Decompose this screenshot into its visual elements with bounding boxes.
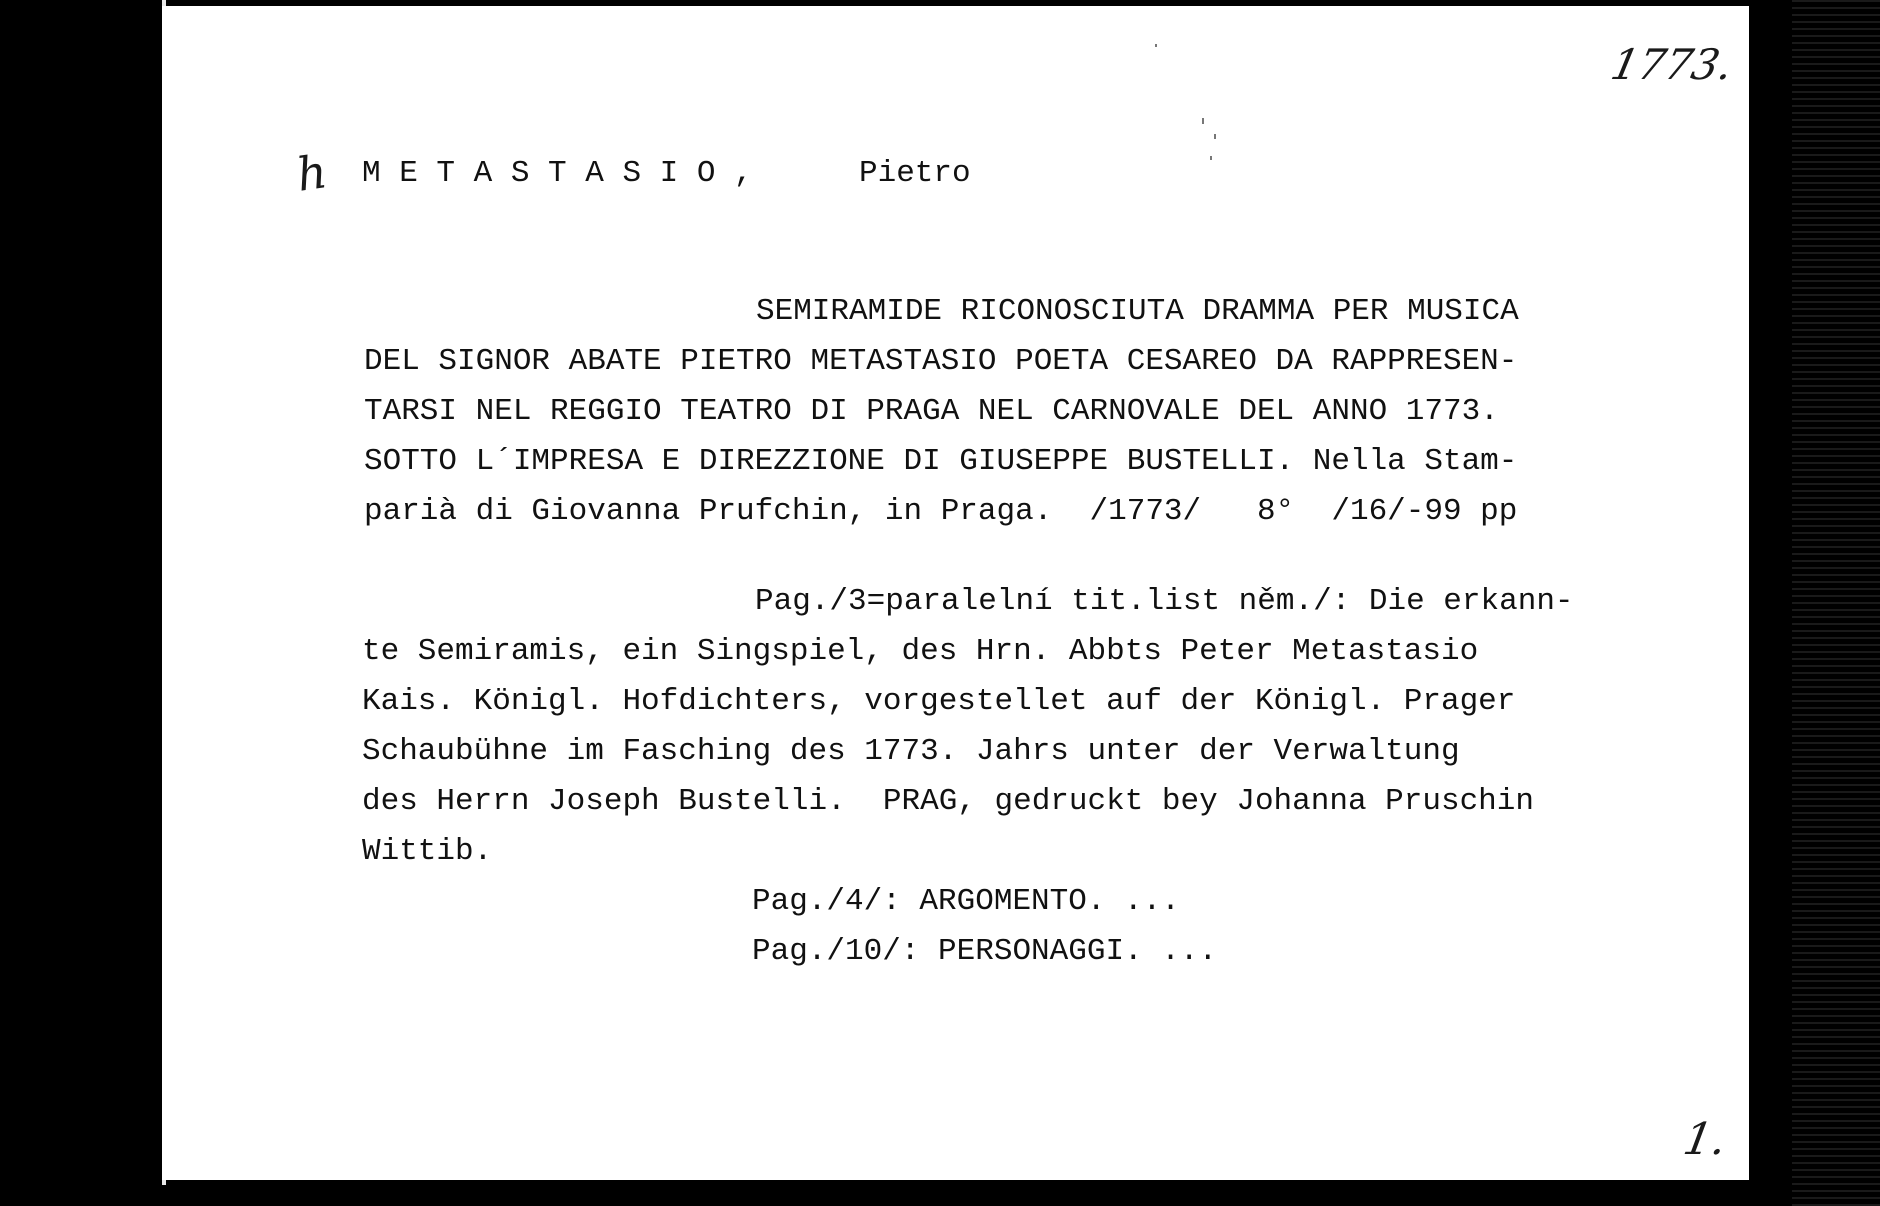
author-surname: M E T A S T A S I O , — [362, 156, 753, 191]
title-line-2: DEL SIGNOR ABATE PIETRO METASTASIO POETA CESAREO DA RAPPRESEN- — [364, 344, 1518, 379]
title-line-1: SEMIRAMIDE RICONOSCIUTA DRAMMA PER MUSICA — [756, 294, 1519, 329]
title-line-5: parià di Giovanna Prufchin, in Praga. /1773/ 8° /16/-99 pp — [364, 494, 1518, 529]
handwritten-page-number: 1. — [1679, 1114, 1731, 1165]
note-line-3: Kais. Königl. Hofdichters, vorgestellet auf der Königl. Prager — [362, 684, 1516, 719]
contents-line-2: Pag./10/: PERSONAGGI. ... — [752, 934, 1218, 969]
contents-line-1: Pag./4/: ARGOMENTO. ... — [752, 884, 1180, 919]
catalog-card — [162, 6, 1749, 1180]
note-line-5: des Herrn Joseph Bustelli. PRAG, gedruckt bey Johanna Pruschin — [362, 784, 1534, 819]
scan-right-margin — [1792, 0, 1880, 1206]
note-line-1: Pag./3=paralelní tit.list něm./: Die erkann- — [755, 584, 1574, 619]
title-line-4: SOTTO L´IMPRESA E DIREZZIONE DI GIUSEPPE BUSTELLI. Nella Stam- — [364, 444, 1518, 479]
handwritten-left-mark: h — [293, 144, 331, 202]
scan-speck — [1202, 118, 1204, 124]
note-line-4: Schaubühne im Fasching des 1773. Jahrs unter der Verwaltung — [362, 734, 1460, 769]
scan-speck — [1214, 134, 1216, 139]
note-line-2: te Semiramis, ein Singspiel, des Hrn. Abbts Peter Metastasio — [362, 634, 1479, 669]
title-line-3: TARSI NEL REGGIO TEATRO DI PRAGA NEL CARNOVALE DEL ANNO 1773. — [364, 394, 1499, 429]
scan-speck — [1210, 156, 1212, 160]
handwritten-year: 1773. — [1606, 40, 1738, 89]
scan-speck — [1155, 44, 1157, 47]
note-line-6: Wittib. — [362, 834, 493, 869]
author-forename: Pietro — [859, 156, 971, 191]
